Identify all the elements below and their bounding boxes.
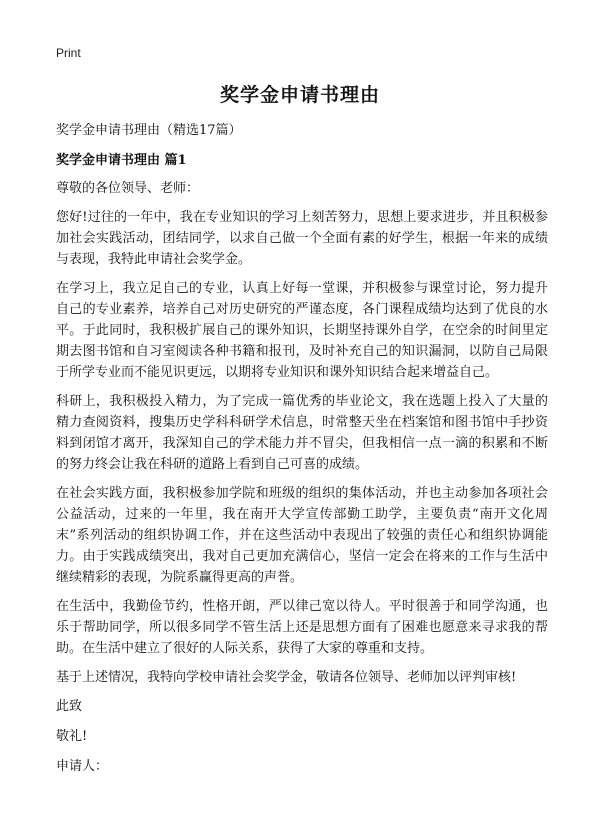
paragraph-study: 在学习上，我立足自己的专业，认真上好每一堂课，并积极参与课堂讨论，努力提升自己的专业素养，培养自己对历史研究的严谨态度，各门课程成绩均达到了优良的水平。于此同时，我积极扩展自己的课外知识，长期坚持课外自学，在空余的时间里定期去图书馆和自习室阅读各种书籍和报刊，及时补充自己的知识漏洞，以防自己局限于所学专业而不能见识更远，以期将专业知识和课外知识结合起来增益自己。 [56,281,548,380]
paragraph-conclusion: 基于上述情况，我特向学校申请社会奖学金，敬请各位领导、老师加以评判审核! [56,670,517,685]
document-subtitle: 奖学金申请书理由（精选17篇） [56,123,242,138]
closing-jingli: 敬礼! [56,729,88,744]
closing-cizhi: 此致 [56,699,83,714]
print-link[interactable]: Print [56,46,81,60]
document-title: 奖学金申请书理由 [219,84,380,106]
closing-applicant: 申请人： [56,759,109,774]
paragraph-greeting: 您好!过往的一年中，我在专业知识的学习上刻苦努力，思想上要求进步，并且积极参加社会实践活动，团结同学，以求自己做一个全面有素的好学生，根据一年来的成绩与表现，我特此申请社会奖学金。 [56,210,548,267]
document-body [56,120,548,786]
paragraph-social-practice: 在社会实践方面，我积极参加学院和班级的组织的集体活动，并也主动参加各项社会公益活动，过来的一年里，我在南开大学宣传部勤工助学，主要负责“南开文化周末”系列活动的组织协调工作，并在这些活动中表现出了较强的责任心和组织协调能力。由于实践成绩突出，我对自己更加充满信心，坚信一定会在将来的工作与生活中继续精彩的表现，为院系赢得更高的声誉。 [56,486,548,585]
section-heading: 奖学金申请书理由 篇1 [56,153,187,168]
paragraph-research: 科研上，我积极投入精力，为了完成一篇优秀的毕业论文，我在选题上投入了大量的精力查阅资料，搜集历史学科科研学术信息，时常整天坐在档案馆和图书馆中手抄资料到闭馆才离开，我深知自己的学术能力并不冒尖，但我相信一点一滴的积累和不断的努力终会让我在科研的道路上看到自己可喜的成绩。 [56,394,548,472]
salutation: 尊敬的各位领导、老师： [56,181,200,196]
paragraph-life: 在生活中，我勤俭节约，性格开朗，严以律己宽以待人。平时很善于和同学沟通，也乐于帮助同学，所以很多同学不管生活上还是思想方面有了困难也愿意来寻求我的帮助。在生活中建立了很好的人际关系，获得了大家的尊重和支持。 [56,599,548,656]
